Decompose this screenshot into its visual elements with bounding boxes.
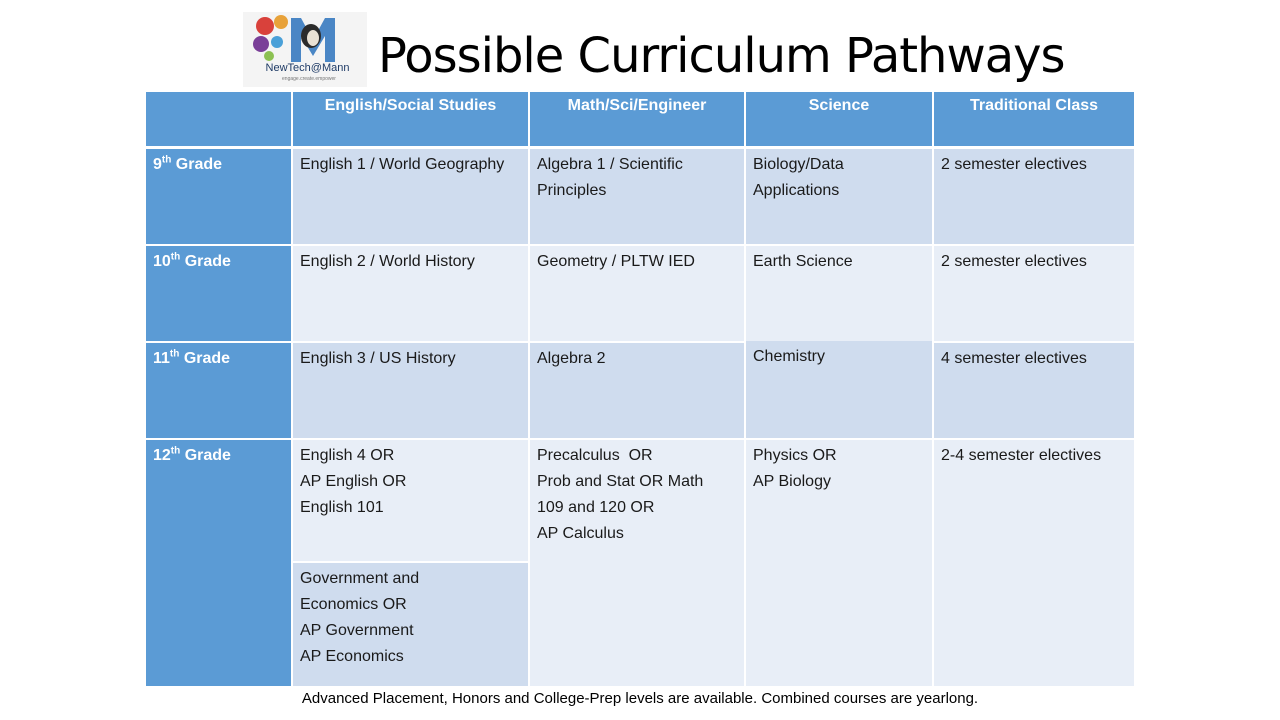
- cell-line: Prob and Stat OR Math: [537, 473, 704, 490]
- header-traditional-class: Traditional Class: [934, 92, 1134, 146]
- row-header-10th-grade: [146, 246, 291, 341]
- cell-line: AP Economics: [300, 648, 404, 665]
- cell-line: Physics OR: [753, 447, 837, 464]
- cell-9-traditional: [934, 149, 1134, 244]
- cell-line: 2 semester electives: [941, 253, 1087, 270]
- header-math-sci-engineer: Math/Sci/Engineer: [530, 92, 744, 146]
- school-logo: [243, 12, 367, 87]
- cell-line: 2 semester electives: [941, 156, 1087, 173]
- row-header-9th-grade: [146, 149, 291, 244]
- cell-11-traditional: [934, 343, 1134, 438]
- logo-text: NewTech@Mann: [265, 62, 350, 74]
- cell-line: AP Calculus: [537, 525, 624, 542]
- grade-ordinal: th: [170, 445, 181, 457]
- cell-line: AP Government: [300, 622, 414, 639]
- cell-line: 109 and 120 OR: [537, 499, 655, 516]
- cell-line: English 2 / World History: [300, 253, 475, 270]
- cell-line: Biology/Data: [753, 156, 844, 173]
- grade-ordinal: th: [161, 154, 172, 166]
- grade-number: 10: [153, 253, 171, 270]
- grade-word: Grade: [171, 156, 223, 173]
- cell-12-social-studies: [293, 563, 528, 686]
- cell-line: 2-4 semester electives: [941, 447, 1102, 464]
- cell-12-english: [293, 440, 528, 561]
- cell-9-science: [746, 149, 932, 244]
- cell-10-traditional: [934, 246, 1134, 341]
- logo-graphic: [243, 12, 367, 64]
- cell-11-science: [746, 341, 932, 438]
- cell-line: Algebra 2: [537, 350, 606, 367]
- grade-number: 11: [153, 350, 170, 367]
- logo-tagline: engage.create.empower: [282, 76, 336, 82]
- cell-line: Earth Science: [753, 253, 853, 270]
- cell-line: AP English OR: [300, 473, 407, 490]
- grade-word: Grade: [180, 253, 231, 270]
- cell-11-math: [530, 343, 744, 438]
- cell-9-math: [530, 149, 744, 244]
- cell-line: AP Biology: [753, 473, 831, 490]
- cell-12-science: [746, 440, 932, 686]
- curriculum-table: [146, 92, 1134, 686]
- page-title: Possible Curriculum Pathways: [378, 28, 1065, 84]
- cell-line: English 101: [300, 499, 384, 516]
- row-header-12th-grade: [146, 440, 291, 686]
- cell-line: Precalculus OR: [537, 447, 653, 464]
- cell-line: 4 semester electives: [941, 350, 1087, 367]
- grade-word: Grade: [179, 350, 231, 367]
- cell-line: English 1 / World Geography: [300, 156, 505, 173]
- cell-line: Government and: [300, 570, 420, 587]
- grade-ordinal: th: [169, 348, 180, 360]
- grade-number: 12: [153, 447, 171, 464]
- cell-line: Algebra 1 / Scientific: [537, 156, 683, 173]
- cell-12-traditional: [934, 440, 1134, 686]
- cell-11-english: [293, 343, 528, 438]
- header-corner: [146, 92, 291, 146]
- cell-line: Chemistry: [753, 348, 826, 365]
- cell-line: English 4 OR: [300, 447, 395, 464]
- grade-number: 9: [153, 156, 162, 173]
- header-science: Science: [746, 92, 932, 146]
- cell-line: Economics OR: [300, 596, 407, 613]
- cell-line: Applications: [753, 182, 840, 199]
- cell-line: Geometry / PLTW IED: [537, 253, 695, 270]
- row-header-11th-grade: [146, 343, 291, 438]
- cell-line: Principles: [537, 182, 607, 199]
- cell-10-english: [293, 246, 528, 341]
- cell-12-math: [530, 440, 744, 686]
- cell-9-english: [293, 149, 528, 244]
- cell-10-math: [530, 246, 744, 341]
- cell-10-science: [746, 246, 932, 341]
- cell-line: English 3 / US History: [300, 350, 456, 367]
- footer-note: Advanced Placement, Honors and College-Prep levels are available. Combined courses are yearlong.: [301, 690, 979, 707]
- header-english-social-studies: English/Social Studies: [293, 92, 528, 146]
- grade-word: Grade: [180, 447, 231, 464]
- grade-ordinal: th: [170, 251, 181, 263]
